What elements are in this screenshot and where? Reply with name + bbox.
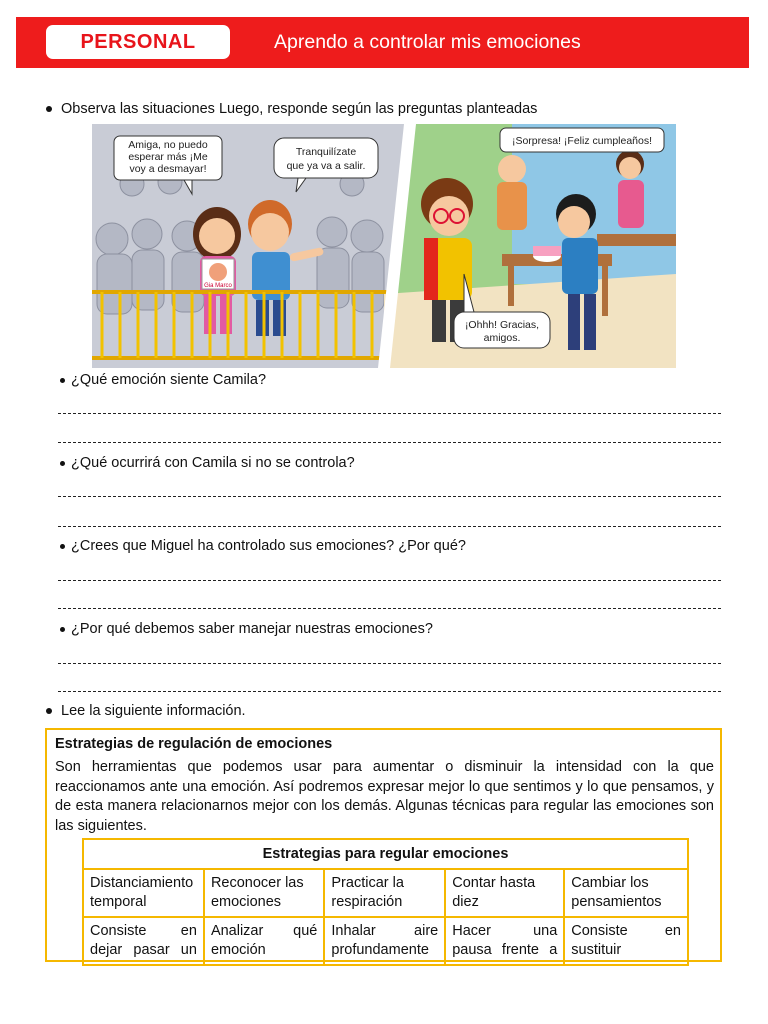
comic-illustration: [92, 124, 676, 368]
answer-line[interactable]: [58, 442, 721, 443]
description-cell: Consiste en dejar pasar un: [83, 917, 204, 965]
strategy-cell: Reconocer las emociones: [204, 869, 324, 917]
bullet-icon: [60, 378, 65, 383]
strategy-cell: Cambiar los pensamientos: [564, 869, 688, 917]
bubble-2-line-1: Tranquilízate: [295, 146, 357, 158]
bubble-4-line-1: ¡Ohhh! Gracias,: [464, 319, 540, 331]
bullet-icon: [46, 106, 52, 112]
bubble-3-text: ¡Sorpresa! ¡Feliz cumpleaños!: [511, 135, 653, 147]
question-1: [60, 372, 266, 388]
answer-line[interactable]: [58, 608, 721, 609]
bullet-icon: [60, 544, 65, 549]
poster-caption: Gia Marco: [204, 283, 232, 289]
question-3: [60, 538, 466, 554]
question-text: ¿Por qué debemos saber manejar nuestras emociones?: [71, 621, 433, 637]
bullet-icon: [60, 627, 65, 632]
instruction-text: Observa las situaciones Luego, responde según las preguntas planteadas: [61, 101, 538, 117]
answer-line[interactable]: [58, 691, 721, 692]
bubble-2-line-2: que ya va a salir.: [286, 160, 366, 172]
description-cell: Analizar qué emoción: [204, 917, 324, 965]
table-header: Estrategias para regular emociones: [83, 839, 688, 869]
strategies-table: [82, 838, 689, 966]
bubble-1-line-3: voy a desmayar!: [129, 163, 207, 175]
instruction-read: [46, 703, 246, 719]
question-4: [60, 621, 433, 637]
bullet-icon: [60, 461, 65, 466]
instruction-observe: [46, 101, 537, 117]
question-text: ¿Qué emoción siente Camila?: [71, 372, 267, 388]
page-title: Aprendo a controlar mis emociones: [274, 31, 581, 53]
answer-line[interactable]: [58, 526, 721, 527]
answer-line[interactable]: [58, 580, 721, 581]
info-box: [45, 728, 722, 962]
description-cell: Hacer una pausa frente a: [445, 917, 564, 965]
bullet-icon: [46, 708, 52, 714]
strategy-cell: Practicar la respiración: [324, 869, 445, 917]
bubble-1-line-2: esperar más ¡Me: [128, 151, 208, 163]
instruction-text: Lee la siguiente información.: [61, 703, 246, 719]
section-badge: PERSONAL: [46, 25, 230, 59]
bubble-1-line-1: Amiga, no puedo: [128, 139, 208, 151]
bubble-4-line-2: amigos.: [483, 332, 521, 344]
header-banner: [16, 17, 749, 68]
answer-line[interactable]: [58, 663, 721, 664]
strategy-cell: Distanciamiento temporal: [83, 869, 204, 917]
answer-line[interactable]: [58, 413, 721, 414]
description-cell: Inhalar aire profundamente: [324, 917, 445, 965]
question-2: [60, 455, 355, 471]
question-text: ¿Crees que Miguel ha controlado sus emociones? ¿Por qué?: [71, 538, 466, 554]
description-cell: Consiste en sustituir: [564, 917, 688, 965]
answer-line[interactable]: [58, 496, 721, 497]
info-paragraph: Son herramientas que podemos usar para aumentar o disminuir la intensidad con la que reaccionamos ante una emoción. Así podremos expresar mejor lo que sentimos y lo que pensamos, y de esta manera relacionarnos mejor con los demás. Algunas técnicas para regular las emociones son las siguientes.: [55, 759, 714, 834]
info-title: Estrategias de regulación de emociones: [55, 736, 333, 752]
strategy-cell: Contar hasta diez: [445, 869, 564, 917]
question-text: ¿Qué ocurrirá con Camila si no se controla?: [71, 455, 355, 471]
